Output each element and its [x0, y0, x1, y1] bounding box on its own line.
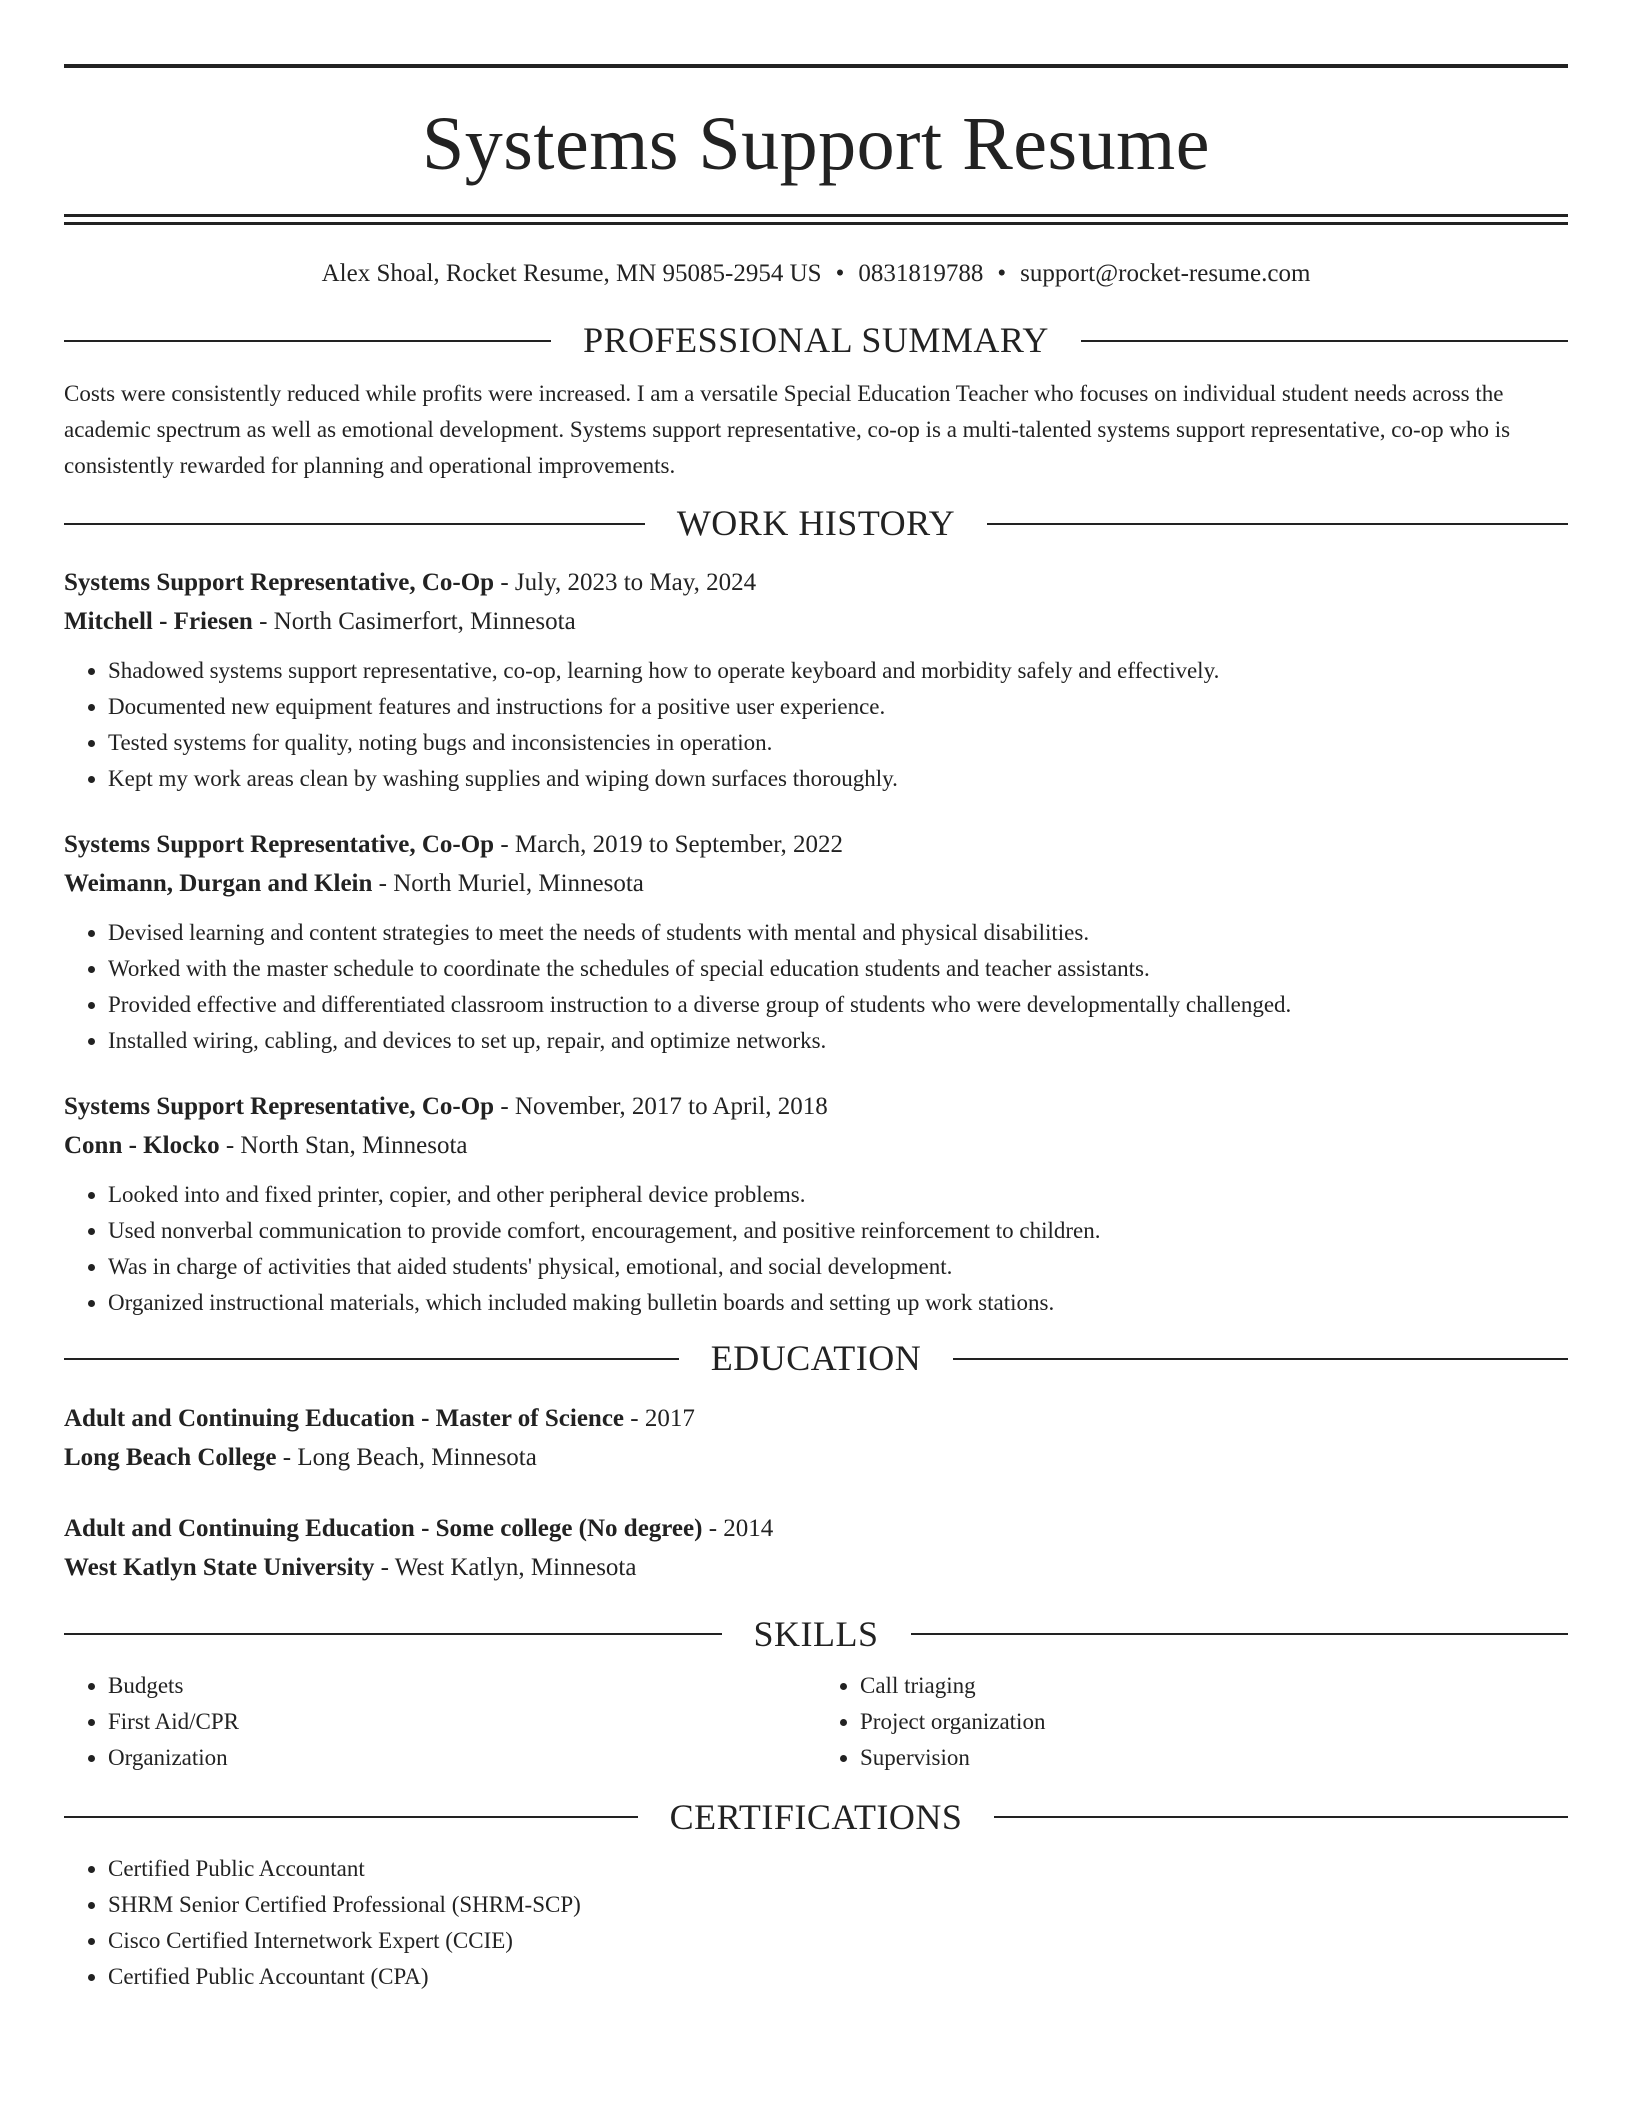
education-degree: Adult and Continuing Education - Some college (No degree)	[64, 1514, 703, 1542]
list-item: • Budgets	[108, 1668, 816, 1704]
list-item: • Organization	[108, 1740, 816, 1776]
list-item: • Organized instructional materials, which included making bulletin boards and setting up work stations.	[108, 1285, 1568, 1321]
contact-line	[64, 259, 1568, 289]
list-item: • Project organization	[860, 1704, 1568, 1740]
list-item: • First Aid/CPR	[108, 1704, 816, 1740]
list-item: • Call triaging	[860, 1668, 1568, 1704]
section-title-skills: SKILLS	[753, 1613, 879, 1654]
job-location: - North Casimerfort, Minnesota	[252, 608, 576, 636]
certifications-list	[64, 1851, 1568, 1995]
section-header-skills	[64, 1613, 1568, 1656]
section-rule	[64, 1633, 722, 1635]
list-item: • Certified Public Accountant (CPA)	[108, 1959, 1568, 1995]
section-header-education	[64, 1337, 1568, 1380]
education-location: - West Katlyn, Minnesota	[374, 1553, 637, 1581]
job-company: Conn - Klocko	[64, 1132, 220, 1160]
job-location: - North Muriel, Minnesota	[372, 870, 644, 898]
job-company-line	[64, 864, 1568, 903]
education-entry	[64, 1509, 1568, 1587]
skills-grid	[64, 1668, 1568, 1776]
education-school: West Katlyn State University	[64, 1553, 375, 1581]
section-title-summary: PROFESSIONAL SUMMARY	[583, 320, 1049, 360]
list-item: • Tested systems for quality, noting bugs and inconsistencies in operation.	[108, 725, 1568, 761]
job-entry	[64, 563, 1568, 797]
section-rule	[994, 1816, 1568, 1818]
job-entry	[64, 825, 1568, 1059]
section-title-certifications: CERTIFICATIONS	[669, 1796, 963, 1837]
list-item: • Certified Public Accountant	[108, 1851, 1568, 1887]
job-title: Systems Support Representative, Co-Op	[64, 831, 495, 859]
section-rule	[987, 523, 1568, 525]
job-dates: - March, 2019 to September, 2022	[494, 831, 844, 859]
list-item: • Shadowed systems support representative, co-op, learning how to operate keyboard and morbidity safely and effectively.	[108, 653, 1568, 689]
list-item: • Used nonverbal communication to provide comfort, encouragement, and positive reinforcement to children.	[108, 1213, 1568, 1249]
job-bullets	[64, 1177, 1568, 1321]
job-company-line	[64, 1126, 1568, 1165]
top-rule	[64, 64, 1568, 68]
section-rule	[64, 1358, 679, 1360]
job-dates: - November, 2017 to April, 2018	[494, 1093, 828, 1121]
skills-column-right	[816, 1668, 1568, 1776]
job-title: Systems Support Representative, Co-Op	[64, 1093, 495, 1121]
list-item: • Looked into and fixed printer, copier, and other peripheral device problems.	[108, 1177, 1568, 1213]
education-degree-line	[64, 1509, 1568, 1548]
contact-separator: •	[835, 260, 845, 287]
job-company-line	[64, 602, 1568, 641]
section-rule	[911, 1633, 1569, 1635]
list-item: • Kept my work areas clean by washing supplies and wiping down surfaces thoroughly.	[108, 761, 1568, 797]
list-item: • Provided effective and differentiated classroom instruction to a diverse group of students who were developmentally challenged.	[108, 987, 1568, 1023]
job-dates: - July, 2023 to May, 2024	[494, 569, 757, 597]
job-title-line	[64, 825, 1568, 864]
summary-text: Costs were consistently reduced while profits were increased. I am a versatile Special Education Teacher who focuses on individual student needs across the academic spectrum as well as emotional development. Systems support representative, co-op is a multi-talented systems support representative, co-op who is consistently rewarded for planning and operational improvements.	[64, 381, 1511, 479]
job-title-line	[64, 563, 1568, 602]
section-rule	[64, 340, 551, 342]
education-school: Long Beach College	[64, 1443, 277, 1471]
education-school-line	[64, 1438, 1568, 1477]
contact-email: support@rocket-resume.com	[1020, 260, 1311, 287]
education-year: - 2014	[702, 1514, 774, 1542]
resume-page	[64, 0, 1568, 1995]
contact-address: Alex Shoal, Rocket Resume, MN 95085-2954 US	[321, 260, 822, 287]
section-title-education: EDUCATION	[710, 1338, 922, 1379]
section-header-certifications	[64, 1796, 1568, 1839]
list-item: • Cisco Certified Internetwork Expert (CCIE)	[108, 1923, 1568, 1959]
list-item: • Installed wiring, cabling, and devices to set up, repair, and optimize networks.	[108, 1023, 1568, 1059]
education-degree-line	[64, 1399, 1568, 1438]
skills-column-left	[64, 1668, 816, 1776]
education-year: - 2017	[624, 1404, 695, 1432]
job-bullets	[64, 653, 1568, 797]
education-location: - Long Beach, Minnesota	[276, 1443, 537, 1471]
page-title: Systems Support Resume	[422, 102, 1210, 186]
contact-separator: •	[997, 260, 1007, 287]
job-bullets	[64, 915, 1568, 1059]
job-company: Weimann, Durgan and Klein	[64, 870, 373, 898]
job-location: - North Stan, Minnesota	[219, 1132, 468, 1160]
list-item: • Supervision	[860, 1740, 1568, 1776]
section-header-summary	[64, 319, 1568, 362]
section-rule	[64, 1816, 638, 1818]
education-entry	[64, 1399, 1568, 1477]
section-rule	[953, 1358, 1568, 1360]
section-rule	[64, 523, 645, 525]
section-header-work	[64, 502, 1568, 545]
list-item: • Devised learning and content strategies to meet the needs of students with mental and physical disabilities.	[108, 915, 1568, 951]
section-rule	[1081, 340, 1568, 342]
list-item: • Worked with the master schedule to coordinate the schedules of special education students and teacher assistants.	[108, 951, 1568, 987]
list-item: • Was in charge of activities that aided students' physical, emotional, and social development.	[108, 1249, 1568, 1285]
education-degree: Adult and Continuing Education - Master of Science	[64, 1404, 625, 1432]
education-school-line	[64, 1548, 1568, 1587]
list-item: • SHRM Senior Certified Professional (SHRM-SCP)	[108, 1887, 1568, 1923]
job-company: Mitchell - Friesen	[64, 608, 253, 636]
title-double-rule	[64, 214, 1568, 225]
job-title-line	[64, 1087, 1568, 1126]
contact-phone: 0831819788	[858, 260, 984, 287]
job-entry	[64, 1087, 1568, 1321]
list-item: • Documented new equipment features and instructions for a positive user experience.	[108, 689, 1568, 725]
job-title: Systems Support Representative, Co-Op	[64, 569, 495, 597]
section-title-work: WORK HISTORY	[676, 503, 956, 544]
